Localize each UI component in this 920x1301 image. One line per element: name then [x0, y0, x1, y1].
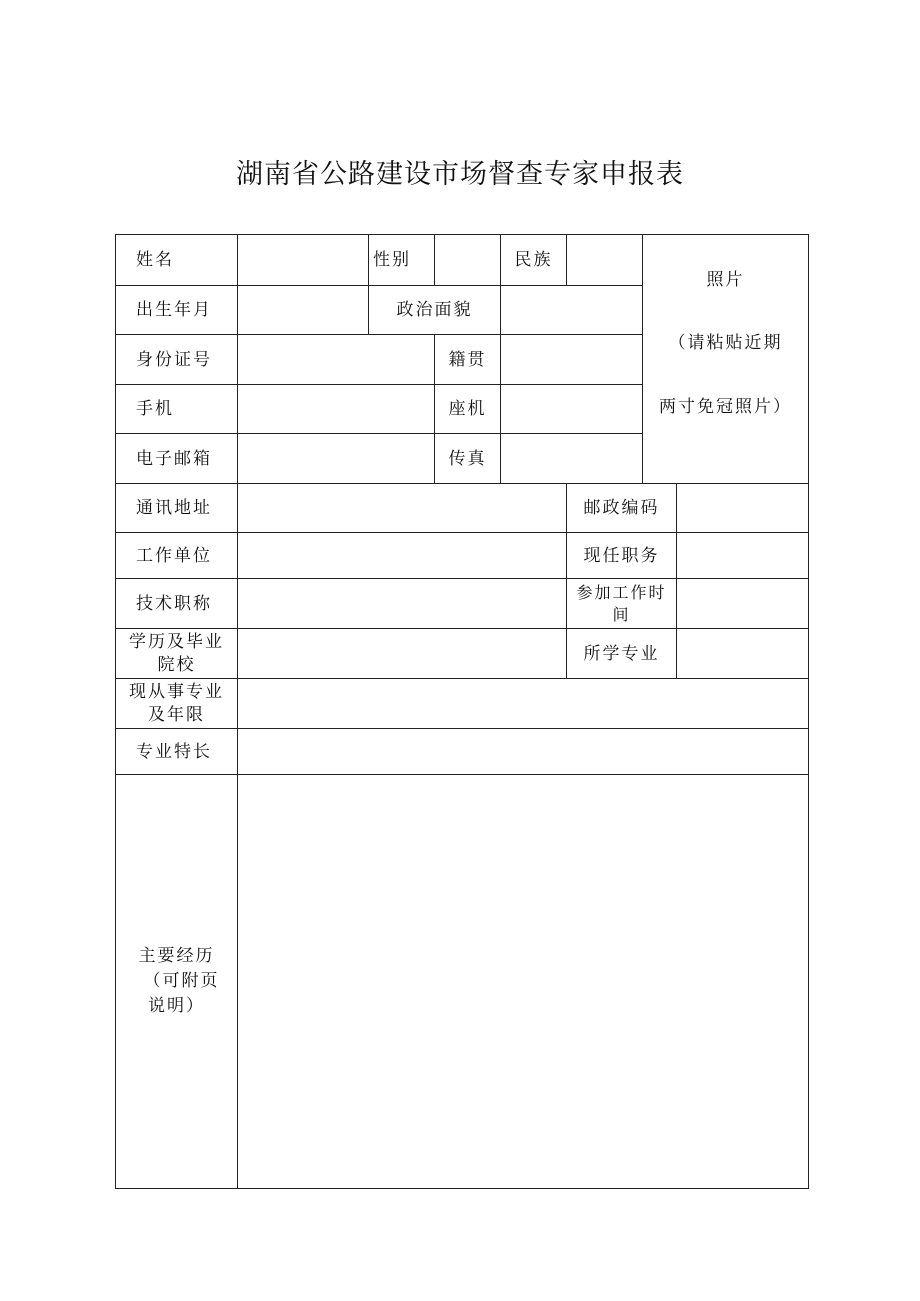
label-education: [116, 629, 237, 678]
postcode-field[interactable]: [677, 484, 808, 532]
label-postcode: 邮政编码: [583, 498, 660, 518]
landline-field[interactable]: [501, 385, 642, 433]
id-number-field[interactable]: [238, 335, 434, 384]
label-current-field-line1: 现从事专业: [129, 681, 224, 702]
name-field[interactable]: [238, 235, 368, 285]
label-gender: 性别: [373, 250, 411, 270]
photo-instruction-1: （请粘贴近期: [668, 333, 783, 353]
specialty-field[interactable]: [238, 729, 808, 774]
label-experience-line2: （可附页: [143, 971, 220, 991]
native-place-field[interactable]: [501, 335, 642, 384]
political-field[interactable]: [501, 286, 642, 334]
education-field[interactable]: [238, 629, 566, 678]
label-work-start: [567, 579, 676, 628]
mobile-field[interactable]: [238, 385, 434, 433]
label-address: 通讯地址: [136, 498, 212, 518]
label-political: 政治面貌: [396, 300, 473, 320]
form-title: 湖南省公路建设市场督查专家申报表: [236, 159, 684, 190]
ethnicity-field[interactable]: [567, 235, 642, 285]
label-ethnicity: 民族: [514, 250, 553, 270]
position-field[interactable]: [677, 533, 808, 578]
photo-instruction-2: 两寸免冠照片）: [659, 397, 792, 417]
email-field[interactable]: [238, 434, 434, 483]
label-education-line1: 学历及毕业: [129, 631, 224, 652]
label-experience-line3: 说明）: [148, 996, 205, 1016]
birth-field[interactable]: [238, 286, 368, 334]
label-name: 姓名: [136, 250, 174, 270]
label-specialty: 专业特长: [136, 741, 212, 762]
label-current-field: [116, 679, 237, 728]
address-field[interactable]: [238, 484, 566, 532]
label-employer: 工作单位: [136, 545, 212, 566]
label-work-start-line1: 参加工作时: [576, 582, 667, 602]
major-field[interactable]: [677, 629, 808, 678]
fax-field[interactable]: [501, 434, 642, 483]
label-landline: 座机: [448, 399, 487, 419]
label-work-start-line2: 间: [612, 604, 631, 624]
employer-field[interactable]: [238, 533, 566, 578]
label-native-place: 籍贯: [448, 349, 487, 370]
label-fax: 传真: [448, 448, 487, 469]
label-experience: [116, 775, 237, 1188]
tech-title-field[interactable]: [238, 579, 566, 628]
label-experience-line1: 主要经历: [138, 946, 215, 966]
label-major: 所学专业: [583, 643, 660, 664]
label-tech-title: 技术职称: [136, 593, 212, 614]
label-email: 电子邮箱: [136, 448, 212, 469]
label-birth: 出生年月: [136, 300, 212, 320]
experience-field[interactable]: [238, 775, 808, 1188]
label-mobile: 手机: [136, 399, 174, 419]
label-education-line2: 院校: [157, 654, 196, 675]
work-start-field[interactable]: [677, 579, 808, 628]
label-current-field-line2: 及年限: [148, 704, 205, 725]
label-position: 现任职务: [583, 545, 660, 566]
gender-field[interactable]: [435, 235, 500, 285]
current-field-field[interactable]: [238, 679, 808, 728]
photo-label: 照片: [706, 270, 745, 290]
photo-area[interactable]: [643, 235, 808, 483]
label-id-number: 身份证号: [136, 349, 212, 370]
